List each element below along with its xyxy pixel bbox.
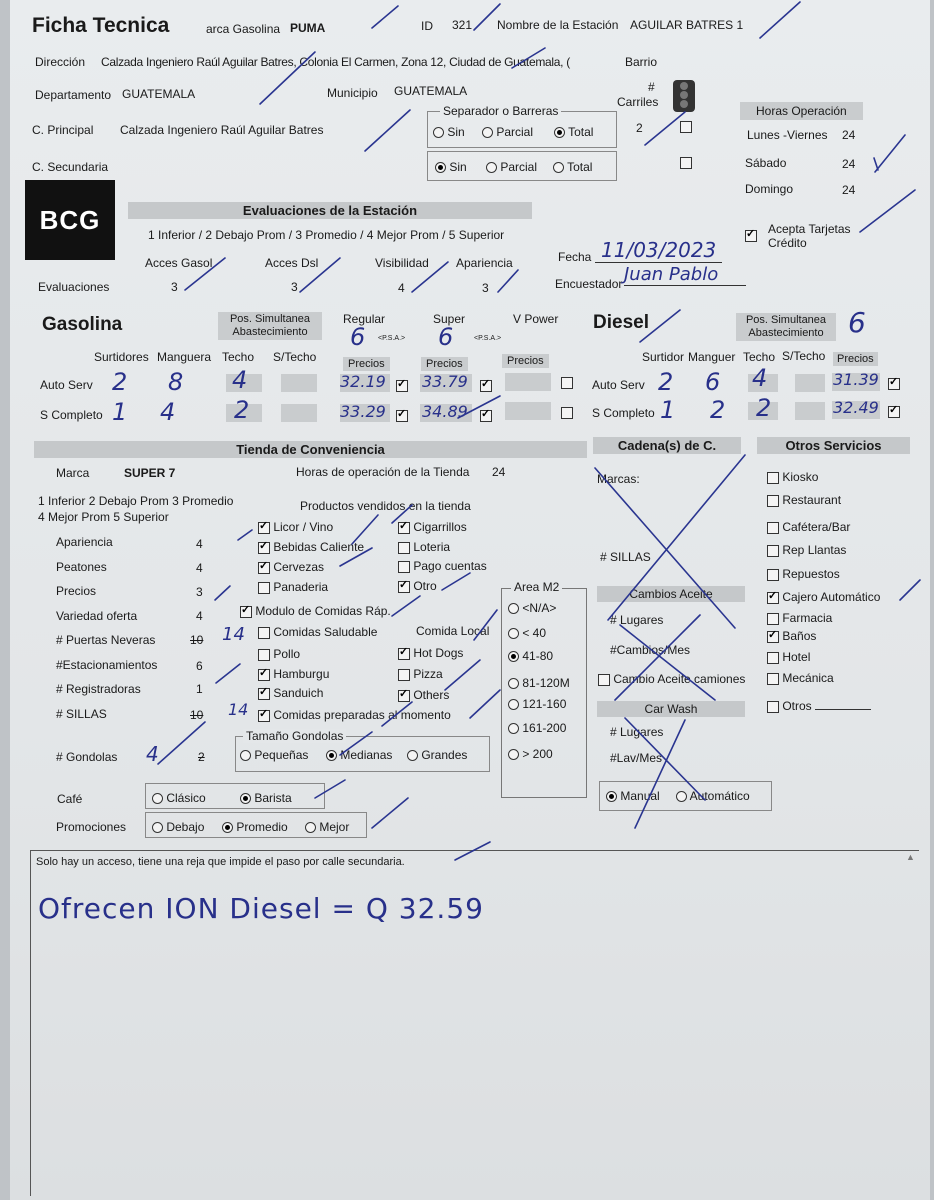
comida-others[interactable]: ✓ Others bbox=[398, 688, 449, 702]
otros-hotel[interactable]: Hotel bbox=[767, 650, 810, 664]
area-na[interactable]: <N/A> bbox=[508, 601, 556, 615]
super-psa-value: 6 bbox=[438, 323, 454, 351]
prod-cervezas[interactable]: ✓ Cervezas bbox=[258, 560, 324, 574]
regular-psa-label: <P.S.A.> bbox=[378, 335, 406, 342]
cambios-title: Cambios Aceite bbox=[597, 586, 745, 602]
ink-stroke bbox=[455, 842, 490, 860]
comida-pollo[interactable]: Pollo bbox=[258, 647, 300, 661]
metric-sillas-hand: 14 bbox=[228, 700, 249, 719]
encuestador-label: Encuestador bbox=[555, 277, 623, 291]
gondola-grandes[interactable]: Grandes bbox=[407, 748, 467, 762]
sep1-total[interactable]: Total bbox=[554, 125, 593, 139]
marca-value: PUMA bbox=[290, 21, 326, 35]
super-label: Super bbox=[433, 312, 466, 326]
ink-stroke bbox=[474, 4, 500, 30]
gondola-medianas[interactable]: Medianas bbox=[326, 748, 392, 762]
diesel-pos-value: 6 bbox=[848, 306, 866, 339]
col-stecho: S/Techo bbox=[273, 350, 317, 364]
metric-estacionamientos-label: #Estacionamientos bbox=[56, 658, 158, 672]
otros-farmacia[interactable]: Farmacia bbox=[767, 611, 832, 625]
dsl-auto-techo: 4 bbox=[752, 364, 768, 392]
gas-sc-techo: 2 bbox=[234, 396, 250, 424]
comida-local-label: Comida Local bbox=[416, 624, 490, 638]
area-121-160[interactable]: 121-160 bbox=[508, 697, 566, 711]
ink-stroke bbox=[860, 190, 915, 232]
otros-kiosko[interactable]: Kiosko bbox=[767, 470, 818, 484]
otros-title: Otros Servicios bbox=[757, 437, 910, 454]
carriles-label: Carriles bbox=[617, 95, 659, 109]
eval-acces-gasol-label: Acces Gasol bbox=[145, 256, 213, 270]
ink-stroke bbox=[640, 310, 680, 342]
cadena-title: Cadena(s) de C. bbox=[593, 437, 741, 454]
horas-title: Horas Operación bbox=[740, 102, 863, 120]
ink-stroke bbox=[372, 798, 408, 828]
otros-restaurant[interactable]: Restaurant bbox=[767, 493, 841, 507]
ink-stroke bbox=[372, 6, 398, 28]
gas-auto-label: Auto Serv bbox=[40, 378, 93, 392]
metric-gondolas-label: # Gondolas bbox=[56, 750, 118, 764]
promo-mejor[interactable]: Mejor bbox=[305, 820, 349, 834]
carwash-title: Car Wash bbox=[597, 701, 745, 717]
separador-legend: Separador o Barreras bbox=[440, 104, 561, 118]
marca-label: arca Gasolina bbox=[206, 22, 281, 36]
id-label: ID bbox=[421, 19, 433, 33]
horas-sab-value: 24 bbox=[842, 157, 856, 171]
c-secundaria-label: C. Secundaria bbox=[32, 160, 109, 174]
otros-rep-llantas[interactable]: Rep Llantas bbox=[767, 543, 846, 557]
precios-super-label: Precios bbox=[421, 357, 468, 371]
gas-sc-super-price: 34.89 bbox=[422, 402, 468, 421]
prod-pago-cuentas[interactable]: Pago cuentas bbox=[398, 559, 487, 573]
gondola-pequenas[interactable]: Pequeñas bbox=[240, 748, 308, 762]
scroll-up-icon[interactable]: ▲ bbox=[906, 852, 915, 862]
carwash-lugares: # Lugares bbox=[610, 725, 664, 739]
gondolas-title: Tamaño Gondolas bbox=[243, 729, 346, 743]
gas-auto-techo: 4 bbox=[232, 366, 248, 394]
horas-sab-label: Sábado bbox=[745, 156, 787, 170]
area-41-80[interactable]: 41-80 bbox=[508, 649, 553, 663]
prod-bebidas[interactable]: ✓ Bebidas Caliente bbox=[258, 540, 364, 554]
tienda-scale-1: 1 Inferior 2 Debajo Prom 3 Promedio bbox=[38, 494, 234, 508]
prod-loteria[interactable]: Loteria bbox=[398, 540, 450, 554]
eval-visibilidad-value: 4 bbox=[398, 281, 405, 295]
otros-otros[interactable]: Otros bbox=[767, 699, 871, 713]
comidas-preparadas[interactable]: ✓ Comidas preparadas al momento bbox=[258, 708, 451, 722]
ink-stroke bbox=[875, 135, 905, 172]
tienda-marca-value: SUPER 7 bbox=[124, 466, 176, 480]
ink-stroke bbox=[615, 615, 700, 700]
ink-stroke bbox=[474, 610, 497, 640]
regular-label: Regular bbox=[343, 312, 386, 326]
metric-variedad-label: Variedad oferta bbox=[56, 609, 138, 623]
dsl-sc-precio: 32.49 bbox=[833, 398, 879, 417]
ink-stroke bbox=[340, 732, 372, 755]
ink-stroke bbox=[158, 722, 205, 764]
eval-apariencia-label: Apariencia bbox=[456, 256, 513, 270]
cadena-sillas: # SILLAS bbox=[600, 550, 651, 564]
cambios-lugares: # Lugares bbox=[610, 613, 664, 627]
ink-stroke bbox=[900, 580, 920, 600]
carriles-value: 2 bbox=[636, 121, 643, 135]
departamento-label: Departamento bbox=[35, 88, 112, 102]
diesel-col-surtidor: Surtidor bbox=[642, 350, 685, 364]
cafe-clasico[interactable]: Clásico bbox=[152, 791, 206, 805]
gas-auto-super-price: 33.79 bbox=[422, 372, 468, 391]
tienda-title: Tienda de Conveniencia bbox=[34, 441, 587, 458]
ink-stroke bbox=[392, 505, 412, 523]
metric-apariencia-value: 4 bbox=[196, 537, 203, 551]
encuestador-value: Juan Pablo bbox=[624, 264, 746, 286]
eval-acces-dsl-value: 3 bbox=[291, 280, 298, 294]
ink-stroke bbox=[442, 573, 470, 590]
sep1-sin[interactable]: Sin bbox=[433, 125, 465, 139]
form-title: Ficha Tecnica bbox=[32, 14, 170, 37]
vpower-label: V Power bbox=[513, 312, 559, 326]
ink-stroke bbox=[620, 625, 715, 700]
regular-psa-value: 6 bbox=[350, 323, 366, 351]
ink-stroke bbox=[300, 258, 340, 292]
evaluaciones-scale: 1 Inferior / 2 Debajo Prom / 3 Promedio / 4 Mejor Prom / 5 Superior bbox=[148, 228, 505, 242]
otros-mecanica[interactable]: Mecánica bbox=[767, 671, 834, 685]
tienda-marca-label: Marca bbox=[56, 466, 90, 480]
col-manguera: Manguera bbox=[157, 350, 212, 364]
cambio-camiones[interactable]: Cambio Aceite camiones bbox=[598, 672, 745, 686]
ink-stroke bbox=[216, 664, 240, 683]
comida-sanduich[interactable]: ✓ Sanduich bbox=[258, 686, 323, 700]
ink-stroke bbox=[645, 112, 685, 145]
metric-sillas-value: 10 bbox=[190, 708, 204, 722]
metric-puertas-hand: 14 bbox=[222, 624, 245, 645]
modulo-comidas[interactable]: ✓ Modulo de Comidas Ráp. bbox=[240, 604, 391, 618]
ink-stroke bbox=[498, 270, 518, 292]
eval-acces-dsl-label: Acces Dsl bbox=[265, 256, 319, 270]
precios-vpower-label: Precios bbox=[502, 354, 549, 368]
diesel-title: Diesel bbox=[593, 312, 649, 333]
gas-sc-label: S Completo bbox=[40, 408, 103, 422]
ink-stroke bbox=[392, 596, 420, 616]
tienda-horas-value: 24 bbox=[492, 465, 506, 479]
municipio-value: GUATEMALA bbox=[394, 84, 468, 98]
super-psa-label: <P.S.A.> bbox=[474, 335, 502, 342]
ink-stroke bbox=[382, 702, 412, 726]
ink-stroke bbox=[365, 110, 410, 151]
promo-debajo[interactable]: Debajo bbox=[152, 820, 204, 834]
dsl-sc-manguera: 2 bbox=[710, 396, 726, 424]
promo-promedio[interactable]: Promedio bbox=[222, 820, 288, 834]
diesel-col-stecho: S/Techo bbox=[782, 349, 826, 363]
metric-gondolas-hand: 4 bbox=[146, 742, 159, 766]
fecha-label: Fecha bbox=[558, 250, 592, 264]
gas-auto-manguera: 8 bbox=[168, 368, 184, 396]
c-principal-value: Calzada Ingeniero Raúl Aguilar Batres bbox=[120, 123, 324, 137]
gas-auto-surtidores: 2 bbox=[112, 368, 128, 396]
carwash-lav-mes: #Lav/Mes bbox=[610, 751, 663, 765]
productos-title: Productos vendidos en la tienda bbox=[300, 499, 471, 513]
comida-hotdogs[interactable]: ✓ Hot Dogs bbox=[398, 646, 463, 660]
col-surtidores: Surtidores bbox=[94, 350, 149, 364]
gas-sc-manguera: 4 bbox=[160, 398, 176, 426]
dsl-sc-label: S Completo bbox=[592, 406, 655, 420]
area-title: Area M2 bbox=[511, 580, 562, 594]
eval-visibilidad-label: Visibilidad bbox=[375, 256, 429, 270]
dsl-auto-label: Auto Serv bbox=[592, 378, 645, 392]
eval-apariencia-value: 3 bbox=[482, 281, 489, 295]
prod-otro[interactable]: ✓ Otro bbox=[398, 579, 437, 593]
otros-banos[interactable]: ✓ Baños bbox=[767, 629, 816, 643]
comidas-saludable[interactable]: Comidas Saludable bbox=[258, 625, 377, 639]
dsl-sc-surtidor: 1 bbox=[660, 396, 676, 424]
metric-sillas-label: # SILLAS bbox=[56, 707, 107, 721]
carwash-manual[interactable]: Manual bbox=[606, 789, 660, 803]
precios-regular-label: Precios bbox=[343, 357, 390, 371]
otros-cafetera[interactable]: Cafétera/Bar bbox=[767, 520, 850, 534]
sep2-sin[interactable]: Sin bbox=[435, 160, 467, 174]
metric-apariencia-label: Apariencia bbox=[56, 535, 113, 549]
ink-stroke bbox=[412, 262, 448, 292]
gasolina-pos-sim: Pos. Simultanea Abastecimiento bbox=[218, 312, 322, 340]
gasolina-title: Gasolina bbox=[42, 314, 123, 335]
horas-lv-label: Lunes -Viernes bbox=[747, 128, 828, 142]
horas-dom-label: Domingo bbox=[745, 182, 794, 196]
bcg-logo: BCG bbox=[25, 180, 115, 260]
metric-puertas-value: 10 bbox=[190, 633, 204, 647]
direccion-label: Dirección bbox=[35, 55, 86, 69]
id-value: 321 bbox=[452, 18, 473, 32]
ink-stroke bbox=[458, 396, 500, 418]
diesel-precios-label: Precios bbox=[833, 352, 878, 366]
gas-sc-regular-price: 33.29 bbox=[340, 402, 386, 421]
ink-stroke bbox=[470, 690, 500, 718]
metric-estacionamientos-value: 6 bbox=[196, 659, 203, 673]
sep2-total[interactable]: Total bbox=[553, 160, 592, 174]
area-161-200[interactable]: 161-200 bbox=[508, 721, 566, 735]
ink-stroke bbox=[874, 158, 878, 170]
gas-sc-surtidores: 1 bbox=[112, 398, 128, 426]
ink-stroke bbox=[185, 258, 225, 290]
notes-typed: Solo hay un acceso, tiene una reja que impide el paso por calle secundaria. bbox=[36, 856, 405, 868]
prod-panaderia[interactable]: Panaderia bbox=[258, 580, 328, 594]
area-gt200[interactable]: > 200 bbox=[508, 747, 553, 761]
station-value: AGUILAR BATRES 1 bbox=[630, 18, 744, 32]
metric-peatones-label: Peatones bbox=[56, 560, 107, 574]
promo-label: Promociones bbox=[56, 820, 127, 834]
dsl-sc-techo: 2 bbox=[756, 394, 772, 422]
metric-precios-value: 3 bbox=[196, 585, 203, 599]
notes-handwritten: Ofrecen ION Diesel = Q 32.59 bbox=[38, 892, 484, 925]
metric-puertas-label: # Puertas Neveras bbox=[56, 633, 156, 647]
fecha-value: 11/03/2023 bbox=[595, 238, 722, 263]
ink-stroke bbox=[238, 530, 252, 540]
tarjetas-label: Acepta Tarjetas Crédito bbox=[768, 222, 851, 250]
carriles-hash: # bbox=[648, 80, 655, 94]
cafe-label: Café bbox=[57, 792, 83, 806]
sep1-parcial[interactable]: Parcial bbox=[482, 125, 533, 139]
ink-stroke bbox=[215, 586, 230, 600]
prod-licor[interactable]: ✓ Licor / Vino bbox=[258, 520, 333, 534]
ink-stroke bbox=[340, 548, 372, 566]
ink-stroke bbox=[315, 780, 345, 798]
otros-repuestos[interactable]: Repuestos bbox=[767, 567, 840, 581]
eval-acces-gasol-value: 3 bbox=[171, 280, 178, 294]
prod-cigarrillos[interactable]: ✓ Cigarrillos bbox=[398, 520, 467, 534]
metric-registradoras-label: # Registradoras bbox=[56, 682, 141, 696]
gas-auto-regular-price: 32.19 bbox=[340, 372, 386, 391]
diesel-col-manguer: Manguer bbox=[688, 350, 736, 364]
station-label: Nombre de la Estación bbox=[497, 18, 619, 32]
ink-stroke bbox=[445, 660, 480, 690]
c-principal-label: C. Principal bbox=[32, 123, 94, 137]
cambios-mes: #Cambios/Mes bbox=[610, 643, 691, 657]
ink-stroke bbox=[608, 455, 745, 620]
col-techo: Techo bbox=[222, 350, 255, 364]
ink-stroke bbox=[512, 48, 545, 68]
tienda-scale-2: 4 Mejor Prom 5 Superior bbox=[38, 510, 169, 524]
otros-cajero[interactable]: ✓ Cajero Automático bbox=[767, 590, 880, 604]
ink-stroke bbox=[260, 52, 315, 104]
metric-gondolas-value: 2 bbox=[198, 750, 205, 764]
sep2-parcial[interactable]: Parcial bbox=[486, 160, 537, 174]
dsl-auto-manguera: 6 bbox=[705, 368, 721, 396]
horas-lv-value: 24 bbox=[842, 128, 856, 142]
cafe-barista[interactable]: Barista bbox=[240, 791, 292, 805]
ink-stroke bbox=[625, 718, 705, 800]
metric-registradoras-value: 1 bbox=[196, 682, 203, 696]
diesel-col-techo: Techo bbox=[743, 350, 776, 364]
area-81-120[interactable]: 81-120M bbox=[508, 676, 570, 690]
direccion-value: Calzada Ingeniero Raúl Aguilar Batres, Colonia El Carmen, Zona 12, Ciudad de Guatemala, ( bbox=[101, 55, 570, 69]
carwash-automatico[interactable]: Automático bbox=[676, 789, 750, 803]
dsl-auto-precio: 31.39 bbox=[833, 370, 879, 389]
comida-hamburgu[interactable]: ✓ Hamburgu bbox=[258, 667, 329, 681]
metric-peatones-value: 4 bbox=[196, 561, 203, 575]
municipio-label: Municipio bbox=[327, 86, 378, 100]
comida-pizza[interactable]: Pizza bbox=[398, 667, 443, 681]
ink-stroke bbox=[760, 2, 800, 38]
evaluaciones-title: Evaluaciones de la Estación bbox=[128, 202, 532, 219]
metric-variedad-value: 4 bbox=[196, 609, 203, 623]
area-lt40[interactable]: < 40 bbox=[508, 626, 546, 640]
tienda-horas-label: Horas de operación de la Tienda bbox=[296, 465, 470, 479]
dsl-auto-surtidor: 2 bbox=[658, 368, 674, 396]
departamento-value: GUATEMALA bbox=[122, 87, 196, 101]
cadena-marcas: Marcas: bbox=[597, 472, 640, 486]
eval-row-label: Evaluaciones bbox=[38, 280, 110, 294]
diesel-pos-sim: Pos. Simultanea Abastecimiento bbox=[736, 313, 836, 341]
metric-precios-label: Precios bbox=[56, 584, 97, 598]
barrio-label: Barrio bbox=[625, 55, 658, 69]
ink-stroke bbox=[352, 515, 378, 544]
horas-dom-value: 24 bbox=[842, 183, 856, 197]
